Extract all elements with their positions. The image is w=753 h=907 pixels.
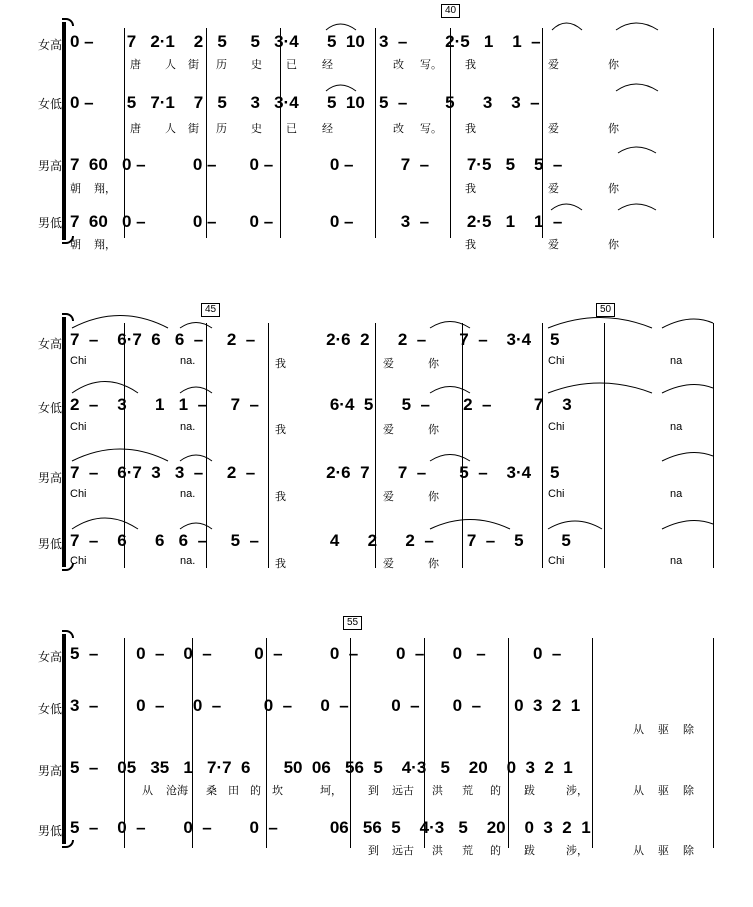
lyric: 我 — [465, 183, 476, 195]
barline — [592, 638, 593, 848]
lyric: 爱 — [383, 358, 394, 370]
lyric: Chi — [548, 555, 565, 567]
measure-number: 55 — [343, 616, 362, 630]
lyric: Chi — [70, 421, 87, 433]
lyric: Chi — [548, 488, 565, 500]
lyric: 跋 — [524, 845, 535, 857]
lyric: 经 — [322, 123, 333, 135]
system-2 — [0, 295, 753, 580]
notation-row-bass: 5 – 0 – 0 – 0 – 06 56 5 4·3 5 20 0 3 2 1 — [70, 818, 591, 837]
measure-number: 40 — [441, 4, 460, 18]
system-3 — [0, 610, 753, 880]
lyric: Chi — [70, 555, 87, 567]
lyric: 爱 — [548, 183, 559, 195]
lyric: 我 — [275, 558, 286, 570]
lyric: 翔， — [94, 239, 116, 251]
lyric: 唐 — [130, 123, 141, 135]
lyric: 翔， — [94, 183, 116, 195]
lyric: 从 — [633, 724, 644, 736]
lyric: 爱 — [383, 424, 394, 436]
lyric: na. — [180, 555, 196, 567]
lyric: 远古 — [392, 785, 414, 797]
lyric: 我 — [275, 358, 286, 370]
lyric: 远古 — [392, 845, 414, 857]
lyric: 我 — [275, 424, 286, 436]
lyric: 的 — [490, 785, 501, 797]
voice-label: 男高 — [37, 764, 62, 778]
lyric: 爱 — [548, 59, 559, 71]
lyric: 坎 — [272, 785, 283, 797]
lyric: Chi — [548, 421, 565, 433]
lyric: 的 — [250, 785, 261, 797]
lyric: 史 — [251, 123, 262, 135]
lyric: 涉， — [566, 785, 588, 797]
notation-row-alto: 2 – 3 1 1 – 7 – 6·4 5 5 – 2 – 7 3 — [70, 395, 572, 414]
lyric: 我 — [465, 123, 476, 135]
notation-row-soprano: 5 – 0 – 0 – 0 – 0 – 0 – 0 – 0 – — [70, 644, 562, 663]
lyric: 爱 — [548, 239, 559, 251]
lyric: 历 — [216, 59, 227, 71]
lyric: 朝 — [70, 183, 81, 195]
measure-number: 50 — [596, 303, 615, 317]
lyric: 改 — [393, 123, 404, 135]
system-1 — [0, 0, 753, 260]
lyric: na. — [180, 488, 196, 500]
lyric: 除 — [683, 724, 694, 736]
lyric: 街 — [188, 123, 199, 135]
lyric: 爱 — [548, 123, 559, 135]
lyric: 你 — [608, 239, 619, 251]
lyric: 从 — [142, 785, 153, 797]
lyric: 田 — [228, 785, 239, 797]
lyric: 坷， — [320, 785, 342, 797]
measure-number: 45 — [201, 303, 220, 317]
lyric: 驱 — [658, 785, 669, 797]
lyric: 人 — [165, 59, 176, 71]
notation-row-tenor: 5 – 05 35 1 7·7 6 50 06 56 5 4·3 5 20 0 3 2 1 — [70, 758, 573, 777]
barline — [424, 638, 425, 848]
lyric: 我 — [465, 239, 476, 251]
voice-label: 女低 — [37, 401, 62, 415]
barline — [124, 638, 125, 848]
lyric: 跋 — [524, 785, 535, 797]
lyric: 爱 — [383, 491, 394, 503]
lyric: 已 — [286, 123, 297, 135]
lyric: 沧海 — [166, 785, 188, 797]
notation-row-bass: 7 – 6 6 6 – 5 – 4 2 2 – 7 – 5 5 — [70, 531, 571, 550]
voice-label: 男低 — [37, 824, 62, 838]
lyric: 你 — [428, 358, 439, 370]
notation-row-alto: 0 – 5 7·1 7 5 3 3·4 5 10 5 – 5 3 3 – — [70, 93, 540, 112]
lyric: 到 — [368, 845, 379, 857]
notation-row-alto: 3 – 0 – 0 – 0 – 0 – 0 – 0 – 0 3 2 1 — [70, 696, 581, 715]
lyric: 爱 — [383, 558, 394, 570]
barline — [508, 638, 509, 848]
lyric: 洪 — [432, 785, 443, 797]
voice-label: 女低 — [37, 97, 62, 111]
lyric: 已 — [286, 59, 297, 71]
lyric: na — [670, 488, 683, 500]
lyric: 你 — [608, 59, 619, 71]
notation-row-tenor: 7 – 6·7 3 3 – 2 – 2·6 7 7 – 5 – 3·4 5 — [70, 463, 560, 482]
barline — [266, 638, 267, 848]
lyric: 你 — [428, 558, 439, 570]
lyric: 史 — [251, 59, 262, 71]
lyric: 人 — [165, 123, 176, 135]
lyric: 我 — [465, 59, 476, 71]
lyric: 驱 — [658, 845, 669, 857]
lyric: 从 — [633, 785, 644, 797]
voice-label: 男低 — [37, 537, 62, 551]
lyric: 改 — [393, 59, 404, 71]
lyric: Chi — [548, 355, 565, 367]
slur-marks — [0, 295, 753, 580]
lyric: na — [670, 355, 683, 367]
lyric: 朝 — [70, 239, 81, 251]
lyric: Chi — [70, 355, 87, 367]
notation-row-soprano: 7 – 6·7 6 6 – 2 – 2·6 2 2 – 7 – 3·4 5 — [70, 330, 560, 349]
barline — [192, 638, 193, 848]
barline — [350, 638, 351, 848]
notation-row-bass: 7 60 0 – 0 – 0 – 0 – 3 – 2·5 1 1 – — [70, 212, 563, 231]
lyric: 写。 — [420, 123, 442, 135]
lyric: na — [670, 555, 683, 567]
lyric: 你 — [428, 491, 439, 503]
lyric: 除 — [683, 785, 694, 797]
lyric: na. — [180, 421, 196, 433]
lyric: 到 — [368, 785, 379, 797]
lyric: 洪 — [432, 845, 443, 857]
lyric: 桑 — [206, 785, 217, 797]
lyric: 历 — [216, 123, 227, 135]
system-brace — [62, 634, 66, 844]
barline — [713, 638, 714, 848]
lyric: 经 — [322, 59, 333, 71]
voice-label: 女高 — [37, 38, 62, 52]
voice-label: 男低 — [37, 216, 62, 230]
lyric: 的 — [490, 845, 501, 857]
voice-label: 男高 — [37, 471, 62, 485]
lyric: 唐 — [130, 59, 141, 71]
voice-label: 女高 — [37, 650, 62, 664]
lyric: 你 — [608, 183, 619, 195]
notation-row-tenor: 7 60 0 – 0 – 0 – 0 – 7 – 7·5 5 5 – — [70, 155, 563, 174]
lyric: 写。 — [420, 59, 442, 71]
voice-label: 女高 — [37, 337, 62, 351]
lyric: 除 — [683, 845, 694, 857]
lyric: 从 — [633, 845, 644, 857]
notation-row-soprano: 0 – 7 2·1 2 5 5 3·4 5 10 3 – 2·5 1 1 – — [70, 32, 541, 51]
voice-label: 男高 — [37, 159, 62, 173]
lyric: 街 — [188, 59, 199, 71]
lyric: 荒 — [462, 845, 473, 857]
lyric: 你 — [428, 424, 439, 436]
lyric: 驱 — [658, 724, 669, 736]
lyric: 荒 — [462, 785, 473, 797]
lyric: Chi — [70, 488, 87, 500]
lyric: 涉， — [566, 845, 588, 857]
lyric: 你 — [608, 123, 619, 135]
slur-marks — [0, 0, 753, 260]
lyric: na — [670, 421, 683, 433]
lyric: na. — [180, 355, 196, 367]
lyric: 我 — [275, 491, 286, 503]
voice-label: 女低 — [37, 702, 62, 716]
